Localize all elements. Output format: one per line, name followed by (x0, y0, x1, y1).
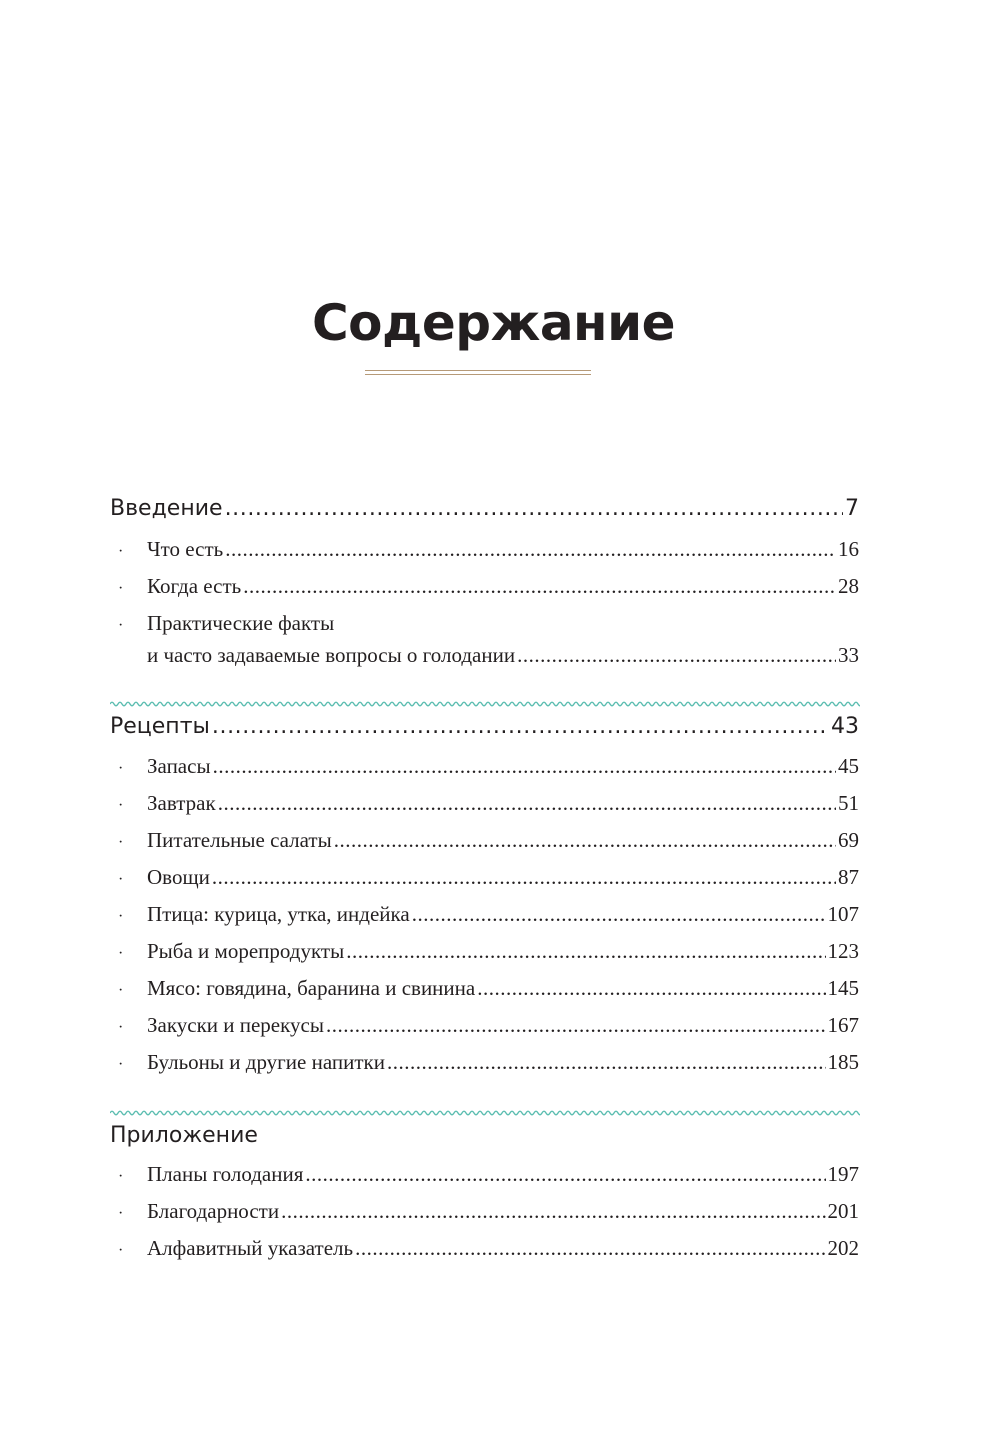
toc-item-label: Завтрак (147, 791, 216, 815)
toc-leader-dots (334, 828, 836, 853)
toc-page-number: 7 (845, 496, 859, 521)
toc-page-number: 197 (827, 1162, 859, 1186)
bullet-icon: · (118, 617, 124, 634)
toc-section-label: Рецепты (110, 714, 210, 739)
bullet-icon: · (118, 1242, 124, 1259)
toc-item-label: Мясо: говядина, баранина и свинина (147, 976, 476, 1000)
bullet-icon: · (118, 580, 124, 597)
title-double-rule (365, 370, 591, 376)
toc-item[interactable] (110, 865, 859, 893)
toc-item[interactable] (110, 1162, 859, 1190)
bullet-icon: · (118, 760, 124, 777)
toc-leader-dots (517, 643, 836, 668)
bullet-icon: · (118, 908, 124, 925)
bullet-icon: · (118, 871, 124, 888)
page-title: Содержание (311, 294, 676, 352)
toc-item[interactable] (110, 939, 859, 967)
bullet-icon: · (118, 945, 124, 962)
toc-item-label: Птица: курица, утка, индейка (147, 902, 410, 926)
toc-item[interactable] (110, 754, 859, 782)
toc-item-label-line1: Практические факты (147, 611, 335, 635)
toc-item-label: Овощи (147, 865, 210, 889)
toc-item-label: Алфавитный указатель (147, 1236, 354, 1260)
toc-page-number: 167 (827, 1013, 859, 1037)
toc-item-label: Запасы (147, 754, 211, 778)
toc-item-multiline-second[interactable] (110, 643, 859, 671)
toc-item-label: и часто задаваемые вопросы о голодании (147, 643, 516, 667)
toc-leader-dots (218, 791, 836, 816)
toc-leader-dots (346, 939, 825, 964)
toc-page-number: 87 (838, 865, 859, 889)
toc-page-number: 107 (827, 902, 859, 926)
toc-leader-dots (326, 1013, 826, 1038)
toc-item-label: Благодарности (147, 1199, 280, 1223)
toc-page-number: 28 (838, 574, 859, 598)
toc-item-label: Закуски и перекусы (147, 1013, 324, 1037)
toc-page-number: 185 (827, 1050, 859, 1074)
toc-item-label: Питательные салаты (147, 828, 332, 852)
toc-section-appendix[interactable] (110, 1123, 859, 1153)
bullet-icon: · (118, 1168, 124, 1185)
toc-leader-dots (225, 537, 836, 562)
toc-item[interactable] (110, 1013, 859, 1041)
bullet-icon: · (118, 797, 124, 814)
toc-page-number: 33 (838, 643, 859, 667)
toc-page-number: 201 (827, 1199, 859, 1223)
toc-page-number: 69 (838, 828, 859, 852)
toc-item-label: Рыба и морепродукты (147, 939, 345, 963)
toc-item[interactable] (110, 574, 859, 602)
toc-page-number: 45 (838, 754, 859, 778)
toc-item[interactable] (110, 791, 859, 819)
toc-item[interactable] (110, 902, 859, 930)
toc-leader-dots (412, 902, 826, 927)
bullet-icon: · (118, 543, 124, 560)
toc-item[interactable] (110, 976, 859, 1004)
toc-leader-dots (213, 754, 836, 779)
toc-item-label: Что есть (147, 537, 224, 561)
toc-leader-dots (477, 976, 825, 1001)
bullet-icon: · (118, 834, 124, 851)
toc-item-label: Планы голодания (147, 1162, 304, 1186)
toc-section-label: Введение (110, 496, 223, 521)
toc-item-label: Когда есть (147, 574, 242, 598)
toc-leader-dots (225, 496, 843, 521)
bullet-icon: · (118, 1205, 124, 1222)
toc-page-number: 16 (838, 537, 859, 561)
toc-page-number: 43 (831, 714, 859, 739)
toc-leader-dots (212, 865, 836, 890)
toc-item-multiline-first[interactable] (110, 611, 859, 639)
wavy-divider (110, 699, 860, 709)
toc-item[interactable] (110, 1236, 859, 1264)
toc-page-number: 123 (827, 939, 859, 963)
toc-leader-dots (355, 1236, 825, 1261)
toc-section-recipes[interactable] (110, 714, 859, 744)
toc-item[interactable] (110, 1199, 859, 1227)
bullet-icon: · (118, 1056, 124, 1073)
toc-page-number: 202 (827, 1236, 859, 1260)
toc-item-label: Бульоны и другие напитки (147, 1050, 385, 1074)
toc-item[interactable] (110, 1050, 859, 1078)
toc-page-number: 51 (838, 791, 859, 815)
toc-section-intro[interactable] (110, 496, 859, 526)
toc-leader-dots (212, 714, 829, 739)
toc-section-label: Приложение (110, 1123, 258, 1148)
toc-leader-dots (387, 1050, 826, 1075)
wavy-divider (110, 1108, 860, 1118)
toc-item[interactable] (110, 828, 859, 856)
toc-item[interactable] (110, 537, 859, 565)
toc-leader-dots (281, 1199, 825, 1224)
toc-page-number: 145 (827, 976, 859, 1000)
toc-leader-dots (243, 574, 836, 599)
toc-leader-dots (305, 1162, 825, 1187)
bullet-icon: · (118, 1019, 124, 1036)
bullet-icon: · (118, 982, 124, 999)
